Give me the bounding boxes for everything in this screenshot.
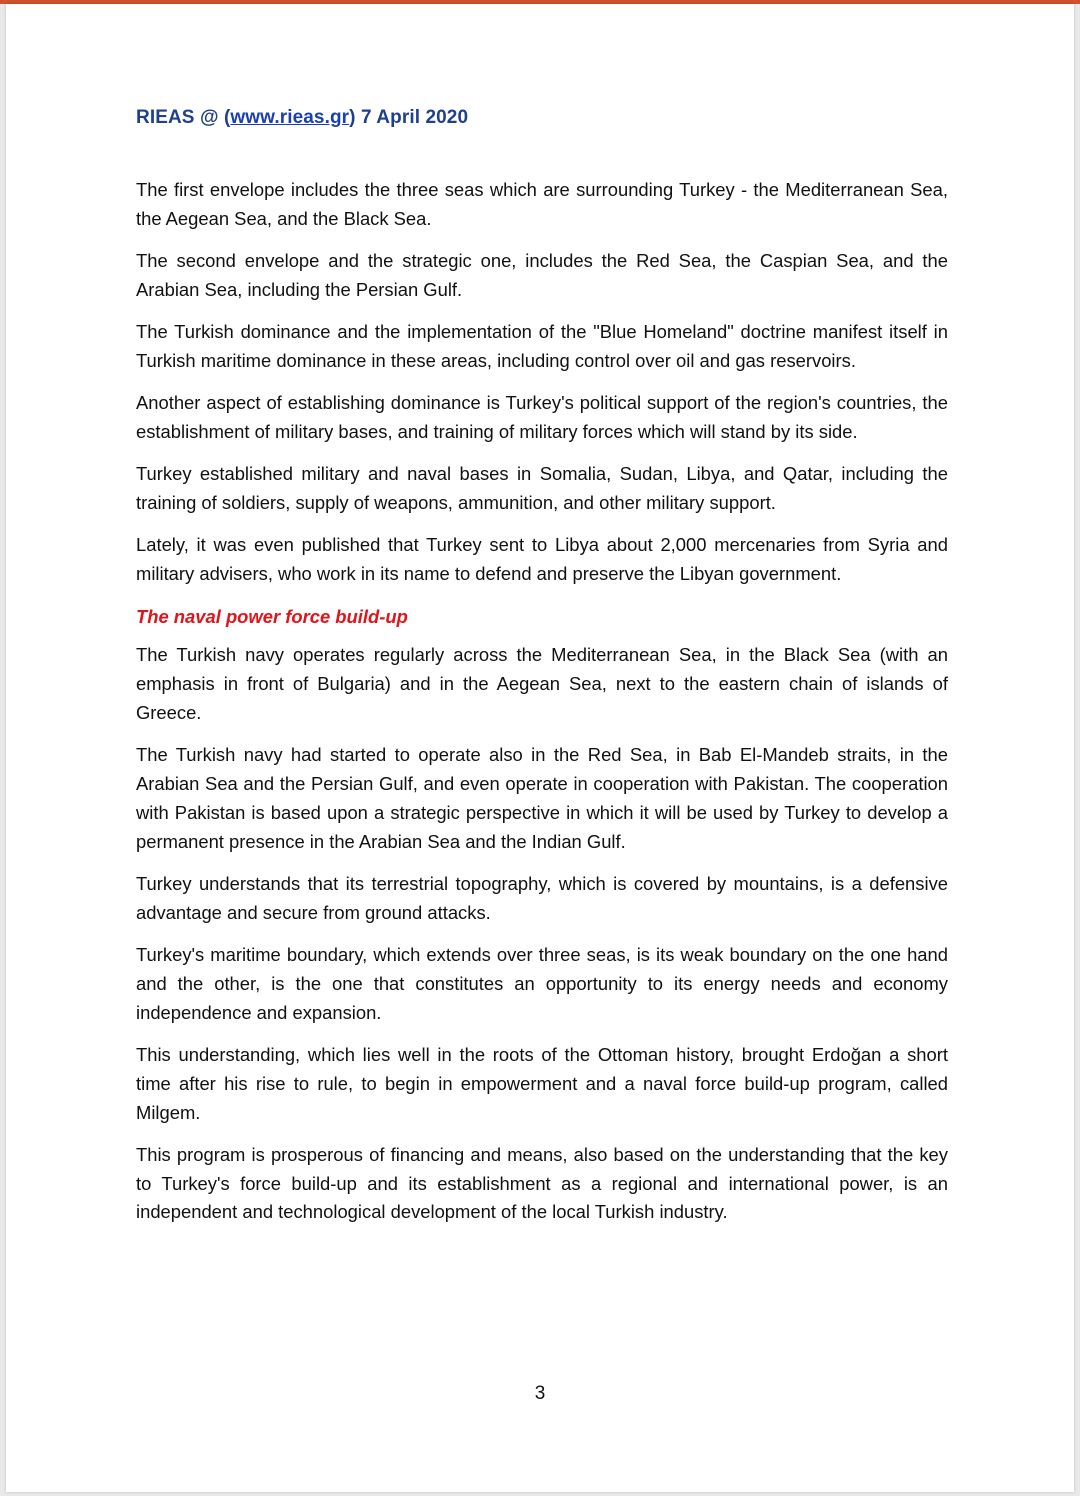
document-header: [136, 107, 468, 129]
paragraph: This understanding, which lies well in the roots of the Ottoman history, brought Erdoğan a short time after his rise to rule, to begin in empowerment and a naval force build-up program, called Milgem.: [136, 1043, 948, 1123]
paragraph: Another aspect of establishing dominance is Turkey's political support of the region's countries, the establishment of military bases, and training of military forces which will stand by its side.: [136, 392, 948, 443]
header-org: RIEAS @ (: [136, 107, 231, 128]
paragraph: Lately, it was even published that Turkey sent to Libya about 2,000 mercenaries from Syria and military advisers, who work in its name to defend and preserve the Libyan government.: [136, 534, 948, 585]
paragraph: Turkey established military and naval bases in Somalia, Sudan, Libya, and Qatar, including the training of soldiers, supply of weapons, ammunition, and other military support.: [136, 463, 948, 514]
paragraph: The Turkish navy had started to operate also in the Red Sea, in Bab El-Mandeb straits, in the Arabian Sea and the Persian Gulf, and even operate in cooperation with Pakistan. The cooperation with Pakistan is based upon a strategic perspective in which it will be used by Turkey to develop a permanent presence in the Arabian Sea and the Indian Gulf.: [136, 744, 948, 852]
paragraph: Turkey's maritime boundary, which extends over three seas, is its weak boundary on the one hand and the other, is the one that constitutes an opportunity to its energy needs and economy independence and expansion.: [136, 944, 948, 1023]
document-page: [6, 4, 1074, 1492]
document-body: [136, 176, 948, 1241]
paragraph: The Turkish navy operates regularly across the Mediterranean Sea, in the Black Sea (with an emphasis in front of Bulgaria) and in the Aegean Sea, next to the eastern chain of islands of Greece.: [136, 644, 948, 723]
section-subheading: The naval power force build-up: [136, 605, 408, 627]
header-website-link[interactable]: www.rieas.gr: [230, 107, 350, 128]
paragraph: This program is prosperous of financing and means, also based on the understanding that the key to Turkey's force build-up and its establishment as a regional and international power, is an independent and technological development of the local Turkish industry.: [136, 1143, 948, 1223]
paragraph: Turkey understands that its terrestrial topography, which is covered by mountains, is a defensive advantage and secure from ground attacks.: [136, 872, 948, 923]
page-number: 3: [534, 1383, 546, 1404]
paragraph: The second envelope and the strategic one, includes the Red Sea, the Caspian Sea, and the Arabian Sea, including the Persian Gulf.: [136, 250, 948, 300]
paragraph: The first envelope includes the three seas which are surrounding Turkey - the Mediterranean Sea, the Aegean Sea, and the Black Sea.: [136, 179, 948, 229]
paragraph: The Turkish dominance and the implementation of the "Blue Homeland" doctrine manifest itself in Turkish maritime dominance in these areas, including control over oil and gas reservoirs.: [136, 321, 948, 371]
header-date: ) 7 April 2020: [349, 107, 469, 128]
